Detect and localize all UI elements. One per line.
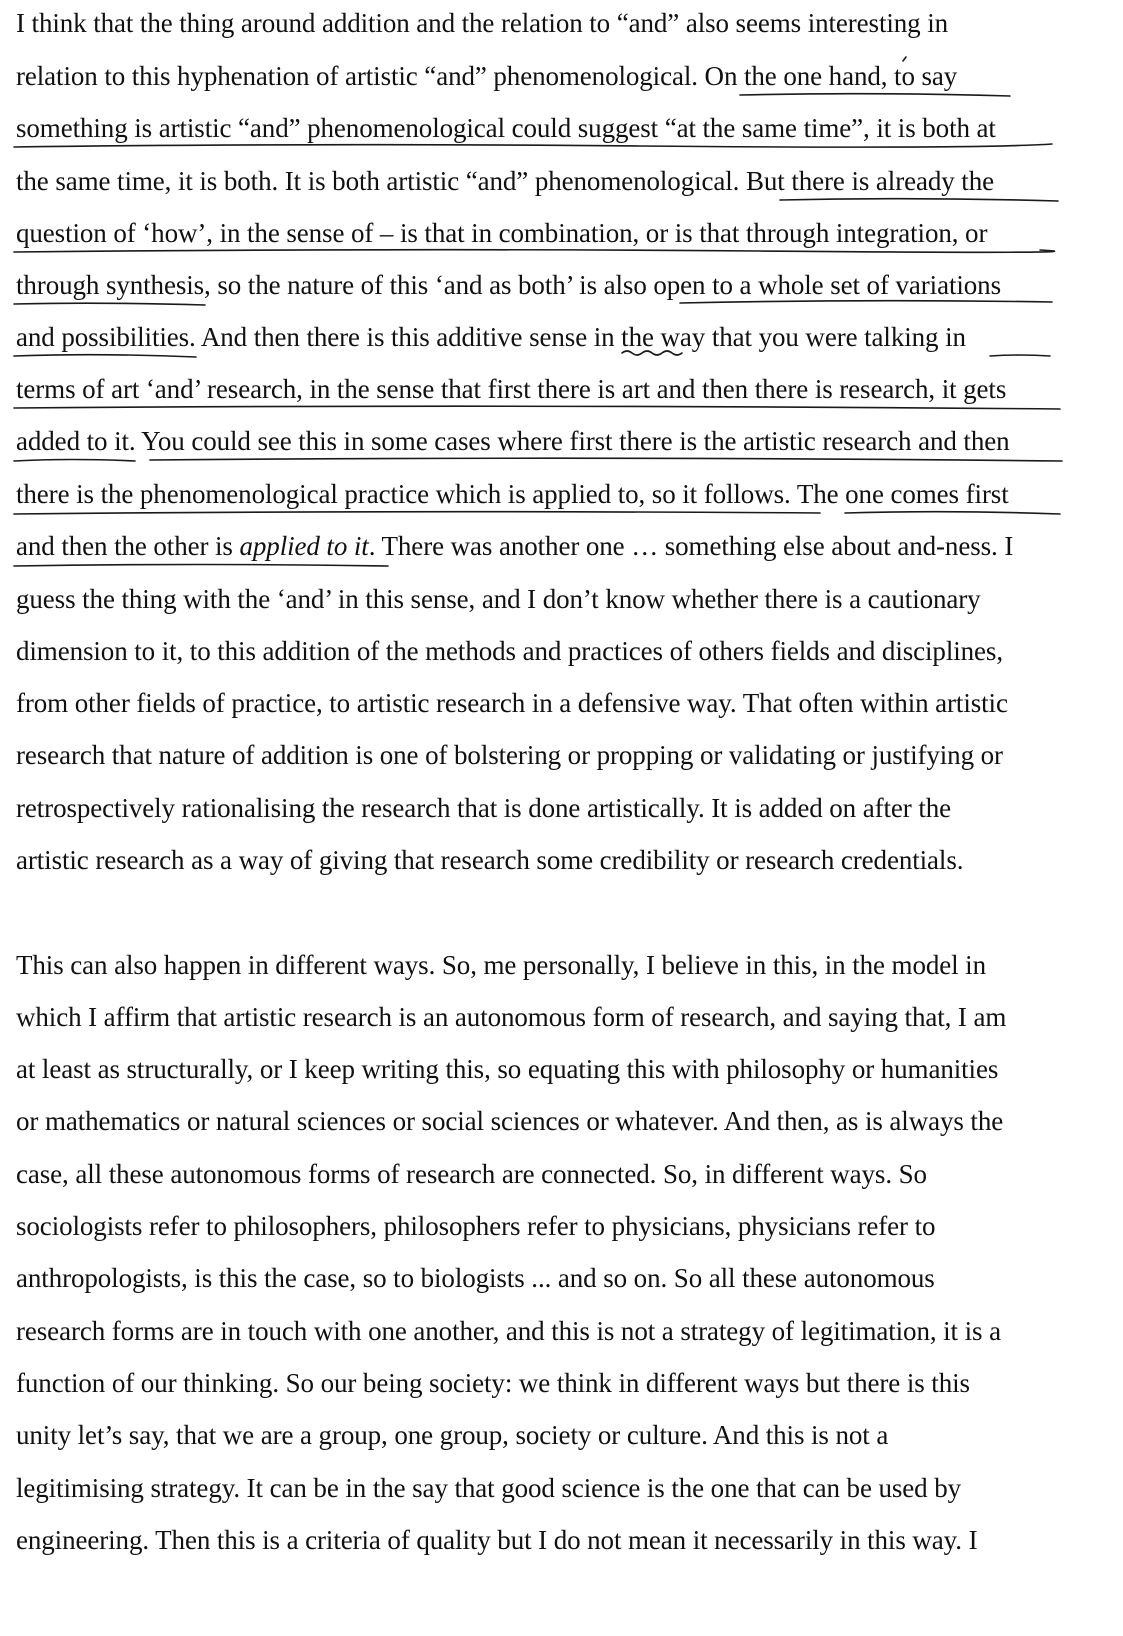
- text-line: anthropologists, is this the case, so to biologists ... and so on. So all these autonomous: [16, 1263, 935, 1293]
- text-line: terms of art ‘and’ research, in the sense that first there is art and then there is research, it gets: [16, 374, 1007, 404]
- text-line: sociologists refer to philosophers, philosophers refer to physicians, physicians refer to: [16, 1211, 936, 1241]
- text-line: through synthesis, so the nature of this ‘and as both’ is also open to a whole set of variations: [16, 270, 1001, 300]
- text-line: and possibilities. And then there is this additive sense in the way that you were talking in: [16, 322, 966, 352]
- text-line: guess the thing with the ‘and’ in this sense, and I don’t know whether there is a cautionary: [16, 584, 981, 614]
- pen-underline: [780, 199, 1058, 201]
- text-line: or mathematics or natural sciences or social sciences or whatever. And then, as is always the: [16, 1106, 1004, 1136]
- text-line: relation to this hyphenation of artistic “and” phenomenological. On the one hand, to say: [16, 61, 958, 91]
- text-line: which I affirm that artistic research is an autonomous form of research, and saying that, I am: [16, 1002, 1007, 1032]
- text-line: function of our thinking. So our being society: we think in different ways but there is this: [16, 1368, 970, 1398]
- text-line: something is artistic “and” phenomenological could suggest “at the same time”, it is both at: [16, 113, 996, 143]
- text-line: case, all these autonomous forms of research are connected. So, in different ways. So: [16, 1159, 927, 1189]
- pen-underline: [14, 460, 135, 462]
- italic-phrase: applied to it: [239, 531, 369, 561]
- text-line: at least as structurally, or I keep writing this, so equating this with philosophy or humanities: [16, 1054, 999, 1084]
- text-line: artistic research as a way of giving that research some credibility or research credentials.: [16, 845, 964, 875]
- pen-underline: [150, 458, 1062, 461]
- pen-underline: [845, 512, 1060, 514]
- text-line: legitimising strategy. It can be in the say that good science is the one that can be used by: [16, 1473, 962, 1503]
- text-line: question of ‘how’, in the sense of – is that in combination, or is that through integration, or: [16, 218, 988, 248]
- text-line: research forms are in touch with one another, and this is not a strategy of legitimation, it is a: [16, 1316, 1001, 1346]
- text-line: there is the phenomenological practice which is applied to, so it follows. The one comes first: [16, 479, 1009, 509]
- pen-underline: [14, 565, 388, 567]
- text-line: retrospectively rationalising the research that is done artistically. It is added on after the: [16, 793, 952, 823]
- text-line-with-italic: [16, 529, 1013, 563]
- pen-underline: [740, 94, 1010, 96]
- pen-underline: [14, 512, 820, 514]
- pen-underline: [14, 355, 196, 357]
- text-line: dimension to it, to this addition of the methods and practices of others fields and disciplines,: [16, 636, 1003, 666]
- text-line: from other fields of practice, to artistic research in a defensive way. That often within artistic: [16, 688, 1008, 718]
- text-line: the same time, it is both. It is both artistic “and” phenomenological. But there is already the: [16, 166, 994, 196]
- text-line: I think that the thing around addition and the relation to “and” also seems interesting in: [16, 8, 949, 38]
- text-line: added to it. You could see this in some cases where first there is the artistic research and then: [16, 426, 1010, 456]
- text-run: and then the other is: [16, 531, 240, 561]
- text-line: unity let’s say, that we are a group, one group, society or culture. And this is not a: [16, 1420, 889, 1450]
- pen-underline: [14, 406, 1060, 409]
- pen-underline: [990, 355, 1050, 356]
- pen-underline: [14, 303, 205, 305]
- text-line: engineering. Then this is a criteria of quality but I do not mean it necessarily in this way. I: [16, 1525, 978, 1555]
- text-line: This can also happen in different ways. So, me personally, I believe in this, in the model in: [16, 950, 986, 980]
- text-run: . There was another one … something else about and-ness. I: [368, 531, 1014, 561]
- text-line: research that nature of addition is one of bolstering or propping or validating or justifying or: [16, 740, 1003, 770]
- pen-underline: [14, 250, 1055, 253]
